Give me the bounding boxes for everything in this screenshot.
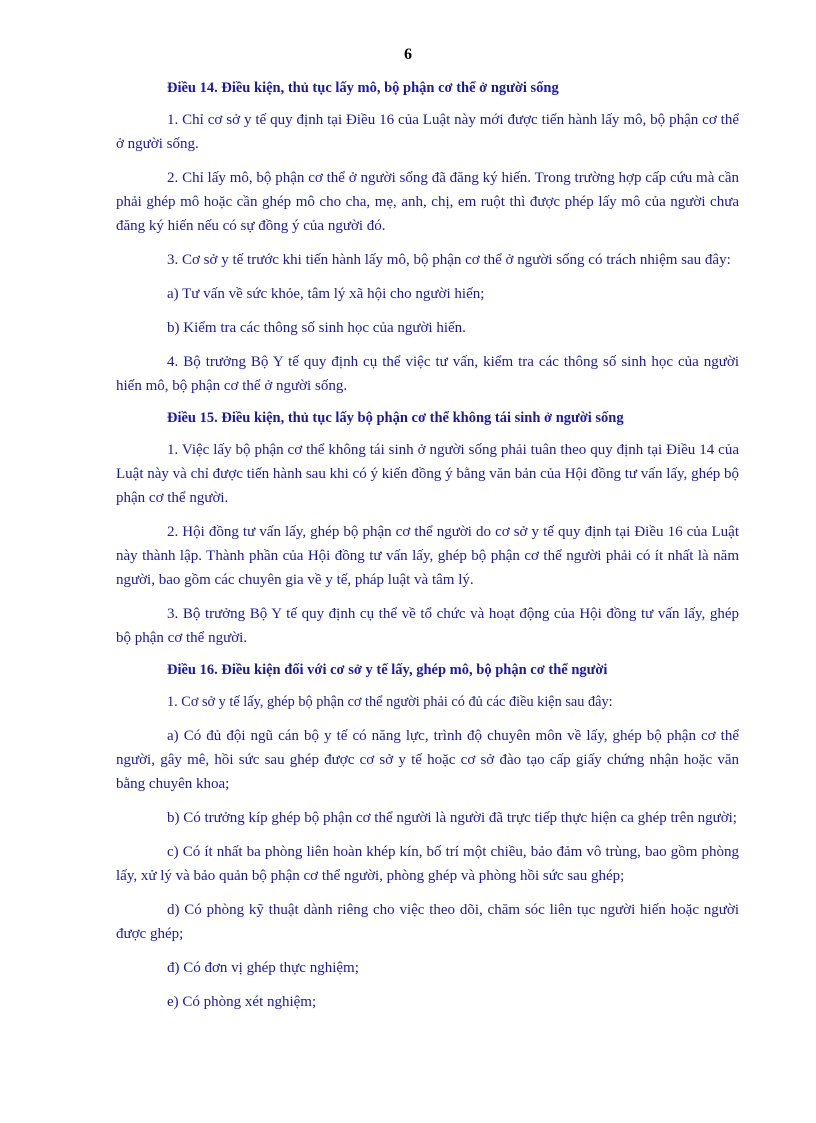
paragraph: b) Kiểm tra các thông số sinh học của người hiến. xyxy=(167,320,466,336)
paragraph: 1. Chỉ cơ sở y tế quy định tại Điều 16 của Luật này mới được tiến hành lấy mô, bộ phận cơ thể ở người sống. xyxy=(116,112,739,152)
paragraph: b) Có trưởng kíp ghép bộ phận cơ thể người là người đã trực tiếp thực hiện ca ghép trên người; xyxy=(167,810,737,826)
paragraph: 2. Hội đồng tư vấn lấy, ghép bộ phận cơ thể người do cơ sở y tế quy định tại Điều 16 của Luật này thành lập. Thành phần của Hội đồng tư vấn lấy, ghép bộ phận cơ thể người phải có ít nhất là năm người, bao gồm các chuyên gia về y tế, pháp luật và tâm lý. xyxy=(116,524,739,588)
paragraph: đ) Có đơn vị ghép thực nghiệm; xyxy=(167,960,359,976)
paragraph: d) Có phòng kỹ thuật dành riêng cho việc theo dõi, chăm sóc liên tục người hiến hoặc người được ghép; xyxy=(116,902,739,942)
paragraph: 3. Bộ trưởng Bộ Y tế quy định cụ thể về tổ chức và hoạt động của Hội đồng tư vấn lấy, ghép bộ phận cơ thể người. xyxy=(116,606,739,646)
paragraph: e) Có phòng xét nghiệm; xyxy=(167,994,317,1010)
paragraph: a) Có đủ đội ngũ cán bộ y tế có năng lực, trình độ chuyên môn về lấy, ghép bộ phận cơ thể người, gây mê, hồi sức sau ghép được cơ sở y tế hoặc cơ sở đào tạo cấp giấy chứng nhận hoặc văn bằng chuyên khoa; xyxy=(116,728,739,792)
article-heading: Điều 15. Điều kiện, thủ tục lấy bộ phận cơ thể không tái sinh ở người sống xyxy=(167,410,624,426)
paragraph: 4. Bộ trưởng Bộ Y tế quy định cụ thể việc tư vấn, kiểm tra các thông số sinh học của người hiến mô, bộ phận cơ thể ở người sống. xyxy=(116,354,739,394)
paragraph: 3. Cơ sở y tế trước khi tiến hành lấy mô, bộ phận cơ thể ở người sống có trách nhiệm sau đây: xyxy=(167,252,731,268)
article-heading: Điều 14. Điều kiện, thủ tục lấy mô, bộ phận cơ thể ở người sống xyxy=(167,80,559,96)
paragraph: 2. Chỉ lấy mô, bộ phận cơ thể ở người sống đã đăng ký hiến. Trong trường hợp cấp cứu mà cần phải ghép mô hoặc cần ghép mô cho cha, mẹ, anh, chị, em ruột thì được phép lấy mô của người chưa đăng ký hiến nếu có sự đồng ý của người đó. xyxy=(116,170,739,234)
document-body xyxy=(116,78,739,1024)
paragraph: c) Có ít nhất ba phòng liên hoàn khép kín, bố trí một chiều, bảo đảm vô trùng, bao gồm phòng lấy, xử lý và bảo quản bộ phận cơ thể người, phòng ghép và phòng hồi sức sau ghép; xyxy=(116,844,739,884)
article-heading: Điều 16. Điều kiện đối với cơ sở y tế lấy, ghép mô, bộ phận cơ thể người xyxy=(167,662,608,678)
paragraph: 1. Cơ sở y tế lấy, ghép bộ phận cơ thể người phải có đủ các điều kiện sau đây: xyxy=(167,694,613,710)
paragraph: 1. Việc lấy bộ phận cơ thể không tái sinh ở người sống phải tuân theo quy định tại Điều 14 của Luật này và chỉ được tiến hành sau khi có ý kiến đồng ý bằng văn bản của Hội đồng tư vấn lấy, ghép bộ phận cơ thể người. xyxy=(116,442,739,506)
page-number: 6 xyxy=(404,46,412,63)
paragraph: a) Tư vấn về sức khỏe, tâm lý xã hội cho người hiến; xyxy=(167,286,485,302)
